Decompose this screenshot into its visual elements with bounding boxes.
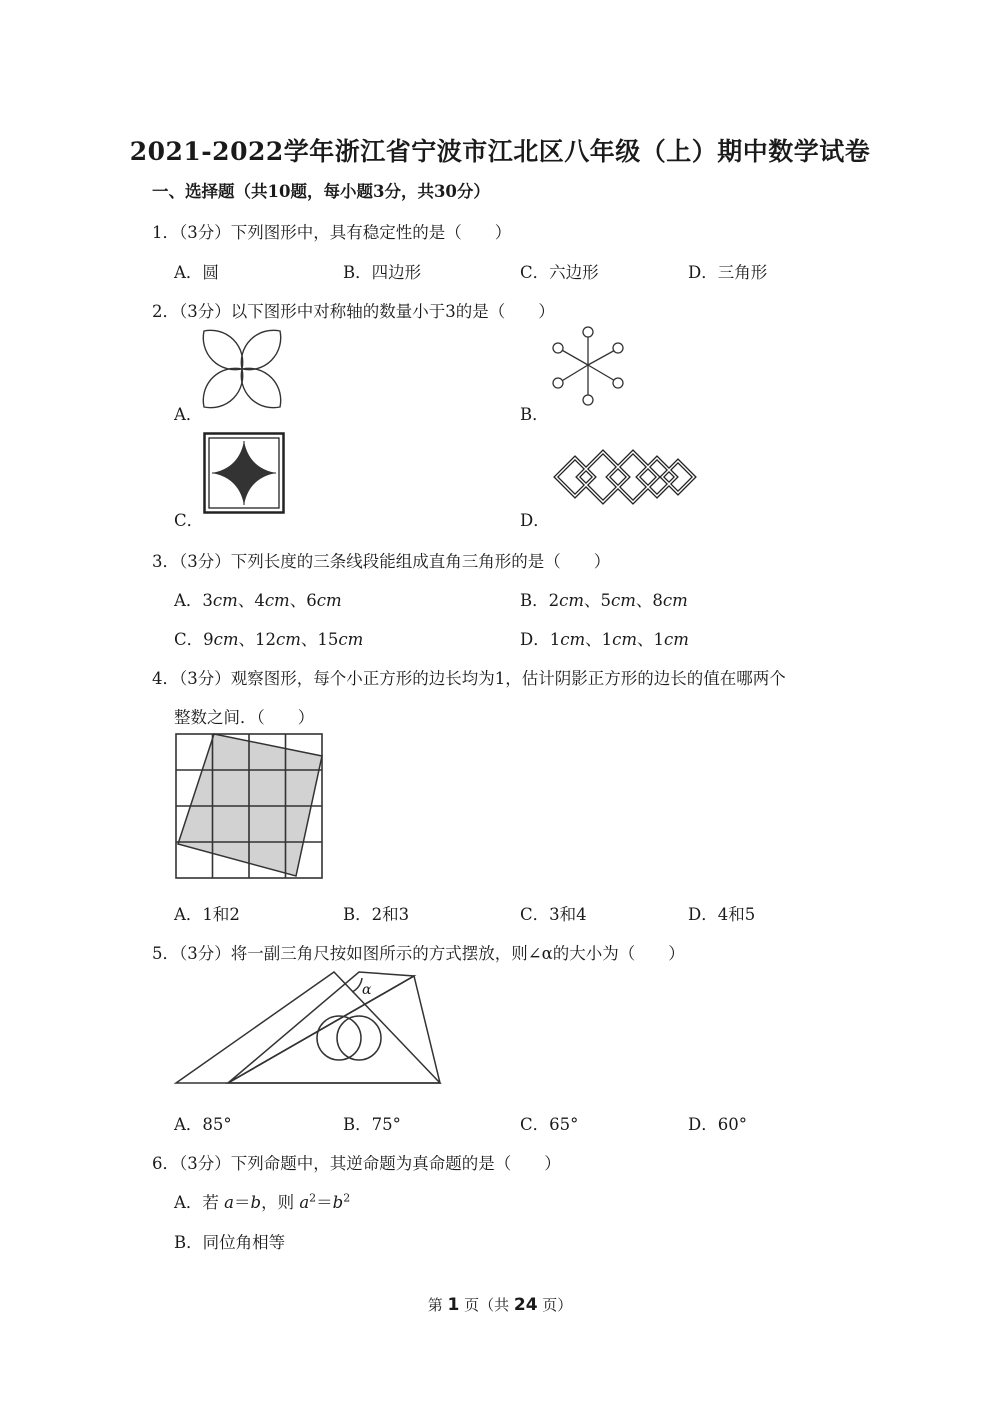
q3-option-c-prefix: C． (174, 630, 204, 649)
footer-page-number: 1 (447, 1295, 460, 1315)
footer-suffix: 页） (537, 1296, 573, 1314)
q3-option-a-prefix: A． (174, 591, 203, 610)
section-heading: 一、选择题（共10题，每小题3分，共30分） (152, 182, 490, 201)
q6-a-prefix: A．若 (174, 1193, 225, 1212)
q5-angle-alpha-label: α (362, 982, 372, 998)
q3-option-d (520, 626, 689, 650)
q3-a-num-3: 、6 (289, 591, 317, 610)
q6-a-var-a: a (224, 1193, 235, 1212)
q3-a-unit-2: cm (264, 591, 290, 610)
q5-option-b: B．75° (343, 1115, 401, 1134)
q2-option-c: C． (174, 511, 204, 530)
q3-d-num-2: 、1 (585, 630, 613, 649)
q3-b-unit-2: cm (611, 591, 636, 610)
q3-d-unit-3: cm (664, 630, 689, 649)
q5-option-d: D．60° (688, 1115, 747, 1134)
q6-a-var-b: b (250, 1193, 262, 1212)
q3-c-num-2: 、12 (238, 630, 277, 649)
q3-option-b-prefix: B． (520, 591, 549, 610)
q6-a-var-a2: a (299, 1193, 310, 1212)
q2-figure-d-diamonds (552, 444, 702, 510)
q1-option-b: B．四边形 (343, 263, 422, 282)
q3-c-unit-3: cm (338, 630, 364, 649)
question-4-stem-continued: 整数之间．（ ） (174, 708, 315, 727)
q2-option-d: D． (520, 511, 550, 530)
question-3-stem: 3．（3分）下列长度的三条线段能组成直角三角形的是（ ） (152, 552, 611, 571)
q3-c-unit-2: cm (276, 630, 301, 649)
q2-option-b: B． (520, 405, 549, 424)
q3-c-num-3: 、15 (300, 630, 339, 649)
q5-option-a: A．85° (174, 1115, 232, 1134)
q3-c-unit-1: cm (213, 630, 239, 649)
q4-option-c: C．3和4 (520, 905, 587, 924)
q4-option-b: B．2和3 (343, 905, 410, 924)
q3-d-unit-1: cm (560, 630, 586, 649)
q3-option-d-prefix: D． (520, 630, 550, 649)
q3-option-b (520, 587, 688, 611)
q3-b-num-2: 、5 (584, 591, 612, 610)
question-5-stem: 5．（3分）将一副三角尺按如图所示的方式摆放，则∠α的大小为（ ） (152, 944, 685, 963)
question-4-stem: 4．（3分）观察图形，每个小正方形的边长均为1，估计阴影正方形的边长的值在哪两个 (152, 669, 786, 688)
q1-option-c: C．六边形 (520, 263, 599, 282)
q1-option-d: D．三角形 (688, 263, 768, 282)
q2-figure-c-star-square (203, 432, 285, 514)
q6-option-b: B．同位角相等 (174, 1233, 286, 1252)
question-1-stem: 1．（3分）下列图形中，具有稳定性的是（ ） (152, 223, 512, 242)
footer-mid: 页（共 (459, 1296, 514, 1314)
q5-option-c: C．65° (520, 1115, 579, 1134)
q3-b-num-3: 、8 (635, 591, 663, 610)
q3-a-unit-3: cm (316, 591, 342, 610)
q4-figure-grid (174, 732, 324, 880)
q5-figure-triangles (174, 968, 446, 1088)
q6-a-exp-2: 2 (343, 1191, 351, 1205)
question-2-stem: 2．（3分）以下图形中对称轴的数量小于3的是（ ） (152, 302, 555, 321)
q3-option-c (174, 626, 363, 650)
q3-b-unit-3: cm (662, 591, 688, 610)
q6-a-equals: ＝ (234, 1193, 251, 1212)
footer-total-pages: 24 (513, 1295, 538, 1315)
q3-c-num-1: 9 (203, 630, 214, 649)
q2-figure-a-flower (200, 327, 284, 411)
q3-a-num-2: 、4 (237, 591, 265, 610)
q6-a-then: ，则 (261, 1193, 300, 1212)
q3-b-unit-1: cm (559, 591, 585, 610)
q3-d-num-1: 1 (549, 630, 561, 649)
q3-b-num-1: 2 (548, 591, 560, 610)
page-title: 2021-2022学年浙江省宁波市江北区八年级（上）期中数学试卷 (129, 137, 871, 166)
q4-option-a: A．1和2 (174, 905, 240, 924)
q4-option-d: D．4和5 (688, 905, 756, 924)
q6-option-a (174, 1189, 350, 1213)
q2-option-a: A． (174, 405, 203, 424)
q3-a-num-1: 3 (202, 591, 213, 610)
q2-figure-b-snowflake (548, 325, 628, 405)
q3-d-num-3: 、1 (637, 630, 665, 649)
q3-a-unit-1: cm (212, 591, 238, 610)
q3-d-unit-2: cm (612, 630, 638, 649)
footer-prefix: 第 (427, 1296, 448, 1314)
q1-option-a: A．圆 (174, 263, 219, 282)
q6-a-var-b2: b (332, 1193, 344, 1212)
page-footer (0, 1294, 1000, 1315)
q3-option-a (174, 587, 342, 611)
q6-a-exp-1: 2 (309, 1191, 317, 1205)
q6-a-equals-2: ＝ (316, 1193, 333, 1212)
question-6-stem: 6．（3分）下列命题中，其逆命题为真命题的是（ ） (152, 1154, 561, 1173)
